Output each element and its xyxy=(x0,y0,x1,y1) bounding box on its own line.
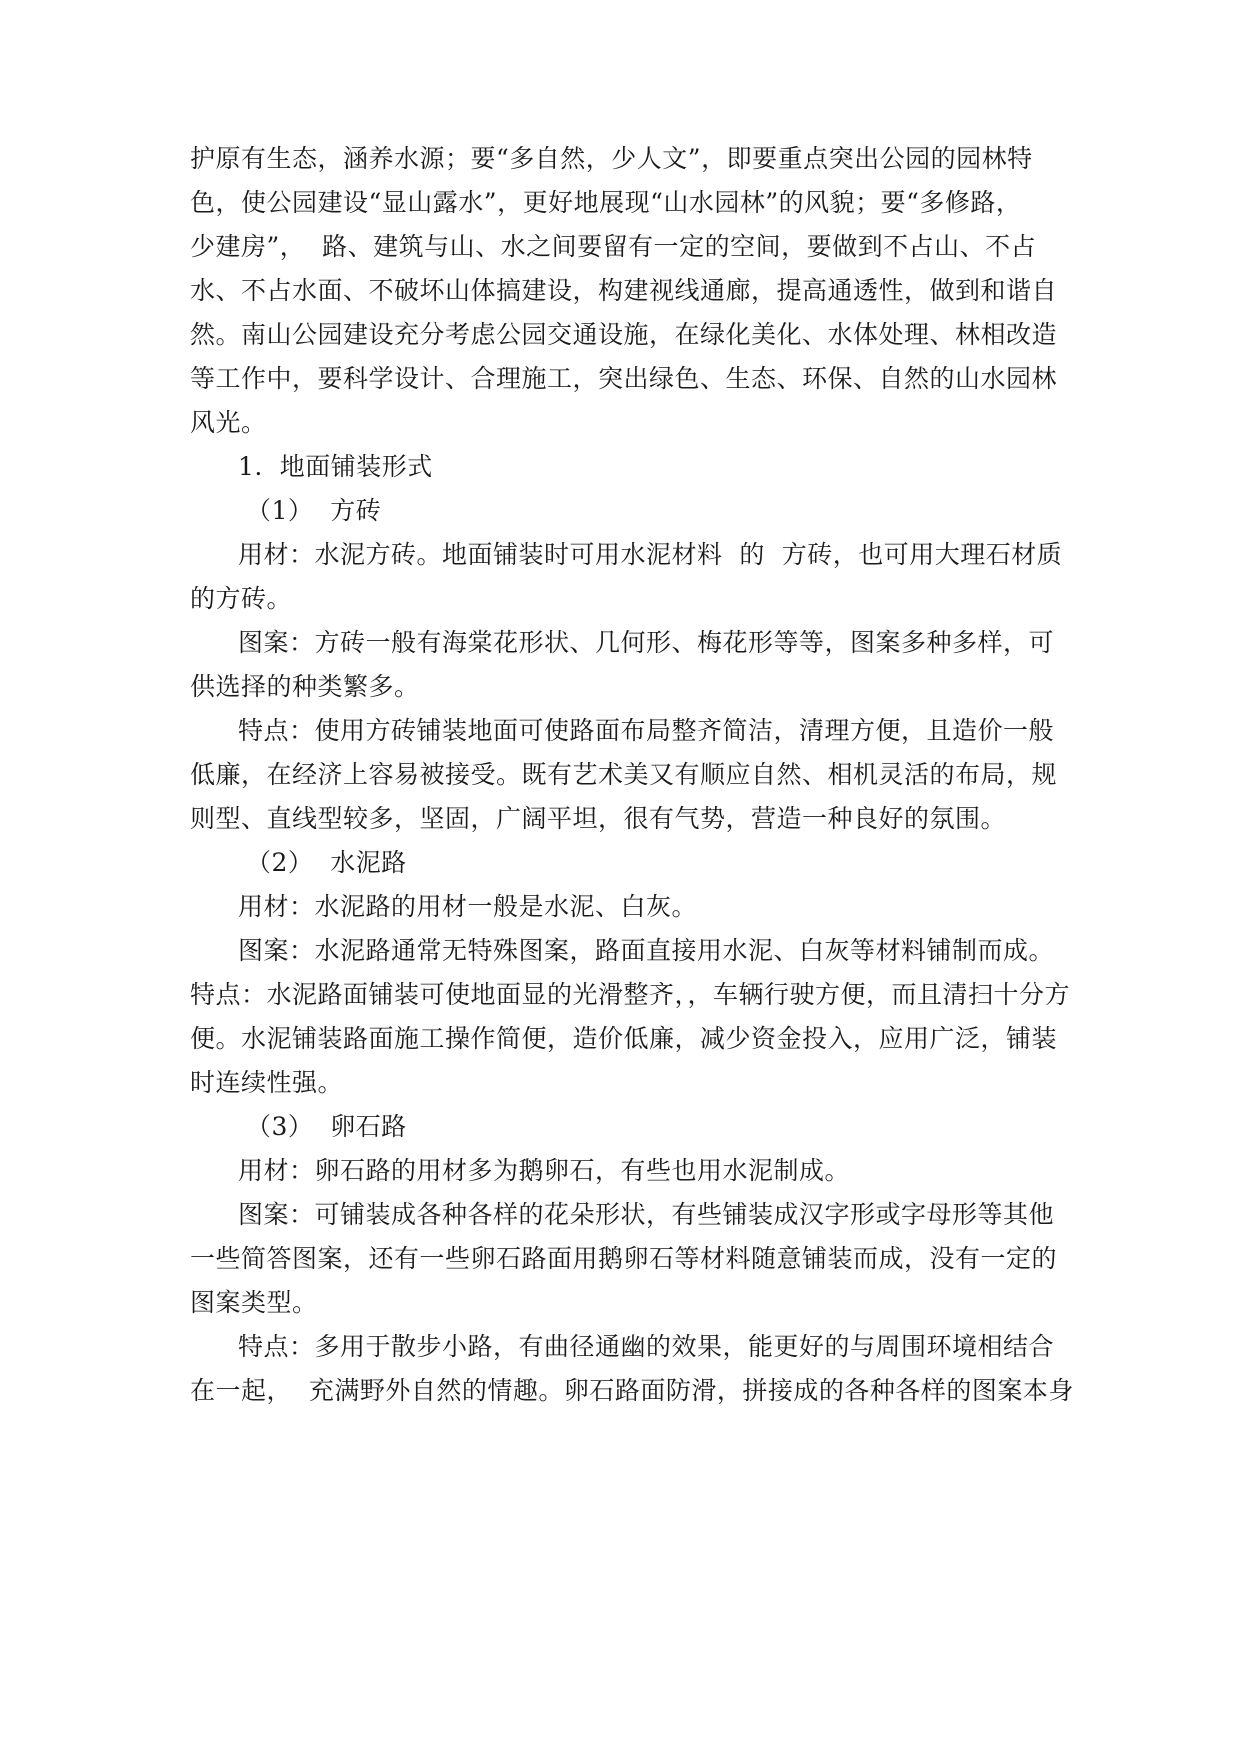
text-line: 一些简答图案，还有一些卵石路面用鹅卵石等材料随意铺装而成，没有一定的 xyxy=(190,1244,1058,1273)
text-line: 便。水泥铺装路面施工操作简便，造价低廉，减少资金投入，应用广泛，铺装 xyxy=(190,1024,1058,1053)
text-line: 等工作中，要科学设计、合理施工，突出绿色、生态、环保、自然的山水园林 xyxy=(190,364,1058,393)
text-line: 在一起， 充满野外自然的情趣。卵石路面防滑，拼接成的各种各样的图案本身 xyxy=(190,1376,1074,1405)
text-line: 则型、直线型较多，坚固，广阔平坦，很有气势，营造一种良好的氛围。 xyxy=(190,804,1007,833)
text-line: 少建房”， 路、建筑与山、水之间要留有一定的空间，要做到不占山、不占 xyxy=(190,232,1037,261)
text-line: 特点：多用于散步小路，有曲径通幽的效果，能更好的与周围环境相结合 xyxy=(238,1332,1055,1361)
text-line: 特点：水泥路面铺装可使地面显的光滑整齐，，车辆行驶方便，而且清扫十分方 xyxy=(190,980,1071,1009)
subsection-heading: （2） 水泥路 xyxy=(246,848,407,877)
text-line: 水、不占水面、不破坏山体搞建设，构建视线通廊，提高通透性，做到和谐自 xyxy=(190,276,1058,305)
text-line: 图案类型。 xyxy=(190,1288,318,1317)
text-line: 色，使公园建设“显山露水”，更好地展现“山水园林”的风貌；要“多修路， xyxy=(190,188,1022,217)
text-line: 然。南山公园建设充分考虑公园交通设施，在绿化美化、水体处理、林相改造 xyxy=(190,320,1058,349)
text-line: 供选择的种类繁多。 xyxy=(190,672,420,701)
subsection-heading: （3） 卵石路 xyxy=(246,1112,407,1141)
text-line: 特点：使用方砖铺装地面可使路面布局整齐简洁，清理方便，且造价一般 xyxy=(238,716,1055,745)
text-line: 护原有生态，涵养水源；要“多自然，少人文”，即要重点突出公园的园林特 xyxy=(190,144,1033,173)
text-line: 用材：卵石路的用材多为鹅卵石，有些也用水泥制成。 xyxy=(238,1156,851,1185)
text-line: 低廉，在经济上容易被接受。既有艺术美又有顺应自然、相机灵活的布局，规 xyxy=(190,760,1058,789)
subsection-heading: （1） 方砖 xyxy=(246,496,382,525)
text-line: 图案：水泥路通常无特殊图案，路面直接用水泥、白灰等材料铺制而成。 xyxy=(238,936,1055,965)
text-line: 图案：可铺装成各种各样的花朵形状，有些铺装成汉字形或字母形等其他 xyxy=(238,1200,1055,1229)
text-line: 风光。 xyxy=(190,408,267,437)
text-line: 用材：水泥路的用材一般是水泥、白灰。 xyxy=(238,892,698,921)
text-line: 用材：水泥方砖。地面铺装时可用水泥材料 的 方砖，也可用大理石材质 xyxy=(238,540,1063,569)
text-line: 图案：方砖一般有海棠花形状、几何形、梅花形等等，图案多种多样，可 xyxy=(238,628,1055,657)
text-line: 时连续性强。 xyxy=(190,1068,344,1097)
text-line: 的方砖。 xyxy=(190,584,293,613)
section-heading: 1. 地面铺装形式 xyxy=(238,452,433,481)
